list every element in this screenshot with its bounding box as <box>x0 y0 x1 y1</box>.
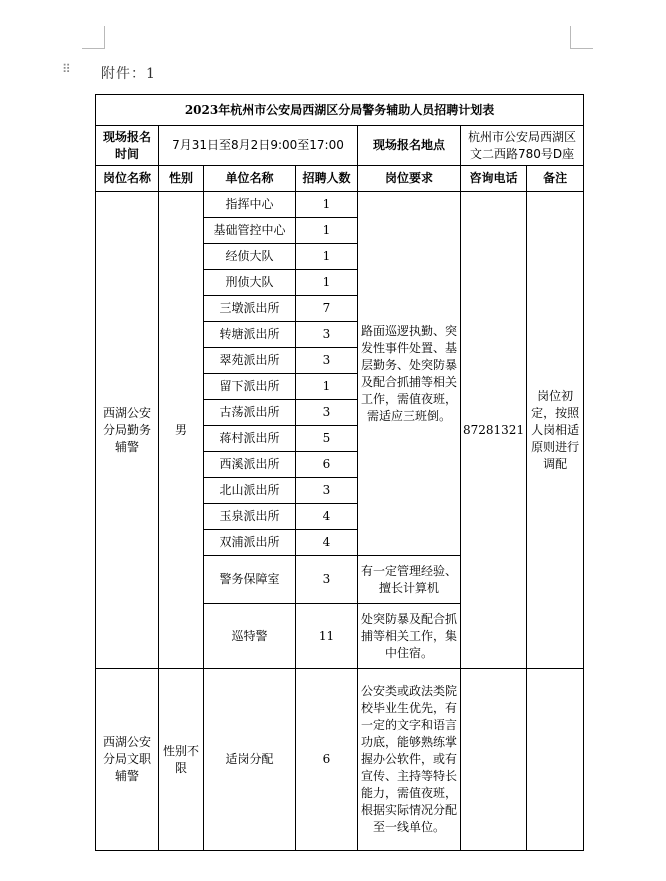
attachment-label: 附件：1 <box>101 66 156 82</box>
crop-mark-top-left <box>82 26 105 49</box>
group2-requirement: 公安类或政法类院校毕业生优先，有一定的文字和语言功底，能够熟练掌握办公软件，或有宣传、主持等特长能力，需值夜班，根据实际情况分配至一线单位。 <box>358 669 461 851</box>
group1-requirement-security: 有一定管理经验、擅长计算机 <box>358 556 461 604</box>
registration-place-value: 杭州市公安局西湖区文二西路780号D座 <box>461 126 584 166</box>
registration-place-label: 现场报名地点 <box>358 126 461 166</box>
group2-count: 6 <box>296 669 358 851</box>
unit-count: 1 <box>296 270 358 296</box>
unit-name: 三墩派出所 <box>204 296 296 322</box>
unit-name: 蒋村派出所 <box>204 426 296 452</box>
group1-requirement-patrol: 处突防暴及配合抓捕等相关工作，集中住宿。 <box>358 604 461 669</box>
registration-time-value: 7月31日至8月2日9:00至17:00 <box>159 126 358 166</box>
unit-name: 翠苑派出所 <box>204 348 296 374</box>
crop-mark-top-right <box>570 26 593 49</box>
table-title: 2023年杭州市公安局西湖区分局警务辅助人员招聘计划表 <box>96 95 584 126</box>
group1-note: 岗位初定，按照人岗相适原则进行调配 <box>527 192 584 669</box>
group1-requirement-main: 路面巡逻执勤、突发性事件处置、基层勤务、处突防暴及配合抓捕等相关工作，需值夜班，需适应三班倒。 <box>358 192 461 556</box>
header-phone: 咨询电话 <box>461 166 527 192</box>
unit-name: 巡特警 <box>204 604 296 669</box>
unit-count: 1 <box>296 192 358 218</box>
header-count: 招聘人数 <box>296 166 358 192</box>
header-gender: 性别 <box>159 166 204 192</box>
unit-name: 指挥中心 <box>204 192 296 218</box>
unit-count: 3 <box>296 556 358 604</box>
unit-name: 北山派出所 <box>204 478 296 504</box>
unit-name: 西溪派出所 <box>204 452 296 478</box>
unit-name: 经侦大队 <box>204 244 296 270</box>
group1-gender: 男 <box>159 192 204 669</box>
header-note: 备注 <box>527 166 584 192</box>
group1-phone: 87281321 <box>461 192 527 669</box>
unit-name: 留下派出所 <box>204 374 296 400</box>
header-unit: 单位名称 <box>204 166 296 192</box>
unit-name: 基础管控中心 <box>204 218 296 244</box>
unit-count: 6 <box>296 452 358 478</box>
unit-count: 1 <box>296 374 358 400</box>
unit-count: 4 <box>296 504 358 530</box>
unit-name: 转塘派出所 <box>204 322 296 348</box>
recruitment-plan-table <box>95 94 584 851</box>
header-position: 岗位名称 <box>96 166 159 192</box>
group2-position: 西湖公安分局文职辅警 <box>96 669 159 851</box>
unit-name: 警务保障室 <box>204 556 296 604</box>
unit-count: 4 <box>296 530 358 556</box>
unit-count: 3 <box>296 478 358 504</box>
header-requirement: 岗位要求 <box>358 166 461 192</box>
drag-handle-icon[interactable]: ⠿ <box>62 62 72 76</box>
unit-count: 3 <box>296 400 358 426</box>
registration-time-label: 现场报名时间 <box>96 126 159 166</box>
unit-name: 玉泉派出所 <box>204 504 296 530</box>
unit-count: 11 <box>296 604 358 669</box>
unit-count: 3 <box>296 322 358 348</box>
group1-position: 西湖公安分局勤务辅警 <box>96 192 159 669</box>
unit-name: 古荡派出所 <box>204 400 296 426</box>
group2-gender: 性别不限 <box>159 669 204 851</box>
unit-count: 1 <box>296 218 358 244</box>
group2-unit: 适岗分配 <box>204 669 296 851</box>
table-row <box>96 669 584 851</box>
group2-phone <box>461 669 527 851</box>
unit-count: 3 <box>296 348 358 374</box>
unit-name: 刑侦大队 <box>204 270 296 296</box>
unit-count: 7 <box>296 296 358 322</box>
group2-note <box>527 669 584 851</box>
unit-count: 5 <box>296 426 358 452</box>
unit-name: 双浦派出所 <box>204 530 296 556</box>
table-row <box>96 192 584 218</box>
unit-count: 1 <box>296 244 358 270</box>
